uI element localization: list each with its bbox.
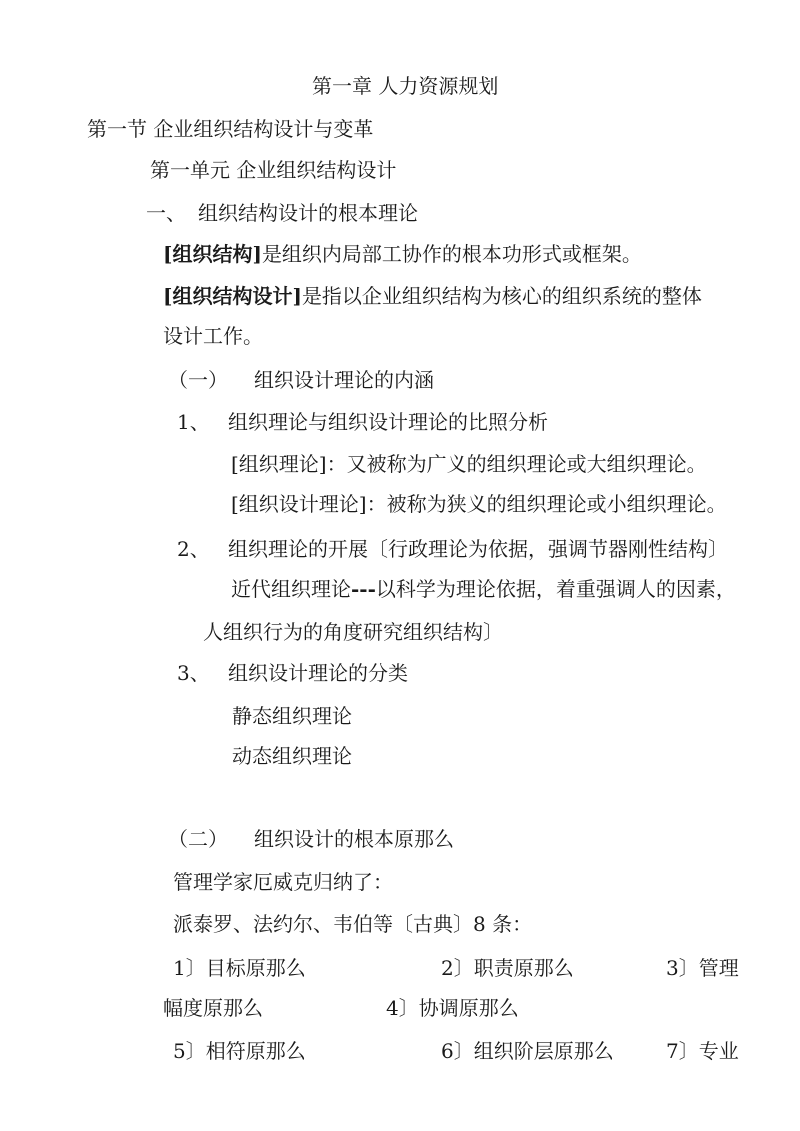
- item-line: 静态组织理论: [232, 704, 352, 728]
- item-number: 2、: [177, 537, 210, 561]
- item-line: [组织设计理论]：被称为狭义的组织理论或小组织理论。: [231, 492, 727, 516]
- subsection-number: （一）: [168, 368, 228, 392]
- item-text: 近代组织理论: [231, 577, 351, 601]
- definition-text-continued: 设计工作。: [163, 324, 263, 348]
- definition-organization-structure: [163, 241, 642, 267]
- principle-item: 1〕目标原那么: [173, 956, 306, 980]
- item-line: 动态组织理论: [232, 744, 352, 768]
- item-line: [231, 576, 736, 602]
- definition-text: 是组织内局部工协作的根本功形式或框架。: [261, 242, 642, 266]
- subsection-number: （二）: [168, 827, 228, 851]
- definition-text: 是指以企业组织结构为核心的组织系统的整体: [301, 284, 702, 308]
- item-title: 组织设计理论的分类: [228, 661, 408, 685]
- item-line: 人组织行为的角度研究组织结构〕: [203, 620, 503, 644]
- paragraph-line: 派泰罗、法约尔、韦伯等〔古典〕8 条：: [173, 912, 533, 936]
- subsection-title: 组织设计理论的内涵: [254, 368, 434, 392]
- principle-item: 4〕协调原那么: [386, 996, 519, 1020]
- principle-item: 7〕专业: [666, 1039, 739, 1063]
- paragraph-line: 管理学家厄威克归纳了：: [173, 870, 393, 894]
- part-number: 一、: [146, 201, 186, 225]
- item-title: 组织理论与组织设计理论的比照分析: [228, 410, 548, 434]
- item-line: [组织理论]：又被称为广义的组织理论或大组织理论。: [231, 452, 707, 476]
- definition-structure-design: [163, 283, 702, 309]
- principle-item: 2〕职责原那么: [441, 956, 574, 980]
- definition-term: [组织结构]: [163, 242, 262, 266]
- subsection-title: 组织设计的根本原那么: [254, 827, 454, 851]
- item-number: 1、: [177, 410, 210, 434]
- principle-item-continued: 幅度原那么: [163, 996, 263, 1020]
- principle-item: 5〕相符原那么: [173, 1039, 306, 1063]
- item-title: 组织理论的开展〔行政理论为依据，强调节器刚性结构〕: [228, 537, 728, 561]
- chapter-title: 第一章 人力资源规划: [312, 74, 499, 98]
- item-number: 3、: [177, 661, 210, 685]
- dash-separator: ---: [351, 577, 376, 601]
- principle-item: 3〕管理: [666, 956, 739, 980]
- principle-item: 6〕组织阶层原那么: [441, 1039, 614, 1063]
- definition-term: [组织结构设计]: [163, 284, 302, 308]
- part-title: 组织结构设计的根本理论: [198, 201, 418, 225]
- unit-title: 第一单元 企业组织结构设计: [150, 158, 397, 182]
- section-title: 第一节 企业组织结构设计与变革: [87, 117, 374, 141]
- item-text: 以科学为理论依据，着重强调人的因素，: [375, 577, 736, 601]
